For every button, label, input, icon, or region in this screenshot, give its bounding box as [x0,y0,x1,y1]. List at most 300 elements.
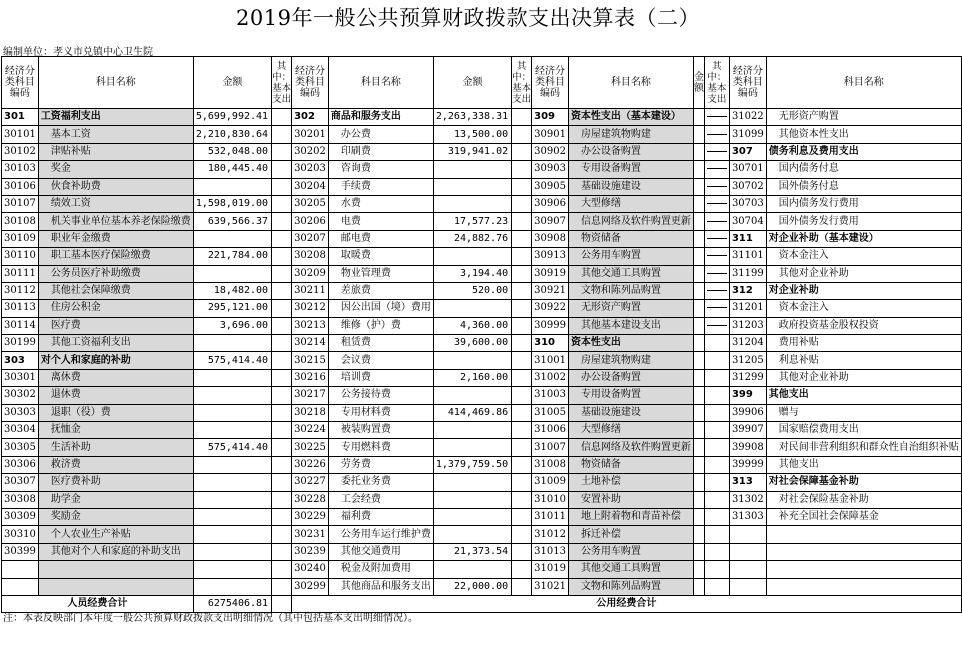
item-name-cell: 职工基本医疗保险缴费 [38,248,193,265]
econ-code-cell: 30999 [532,317,569,334]
header-basic: 其中：基本支出 [512,57,532,109]
amount-cell [693,143,704,160]
item-name-cell: 资本金注入 [766,248,961,265]
amount-cell [433,491,511,508]
basic-expense-cell [272,335,292,352]
table-row [2,578,962,595]
amount-cell: 639,566.37 [193,213,271,230]
table-row [2,474,962,491]
item-name-cell: 被装购置费 [328,422,433,439]
item-name-cell: 资本金注入 [766,300,961,317]
basic-expense-cell [272,369,292,386]
item-name-cell: 机关事业单位基本养老保险缴费 [38,213,193,230]
dash-mark [707,325,727,326]
basic-expense-cell [512,109,532,126]
amount-cell [433,439,511,456]
basic-expense-cell [512,335,532,352]
item-name-cell: 资本性支出 [568,335,693,352]
basic-expense-cell [704,543,729,560]
econ-code-cell: 30107 [2,195,39,212]
amount-cell [193,265,271,282]
basic-expense-cell [512,422,532,439]
item-name-cell: 国家赔偿费用支出 [766,422,961,439]
item-name-cell: 专用材料费 [328,404,433,421]
item-name-cell: 其他交通工具购置 [568,561,693,578]
amount-cell: 2,210,830.64 [193,126,271,143]
amount-cell [193,422,271,439]
econ-code-cell: 30905 [532,178,569,195]
item-name-cell: 其他交通费用 [328,543,433,560]
econ-code-cell: 30108 [2,213,39,230]
header-name: 科目名称 [38,57,193,109]
econ-code-cell: 30901 [532,126,569,143]
amount-cell [693,543,704,560]
item-name-cell: 物业管理费 [328,265,433,282]
econ-code-cell: 30112 [2,282,39,299]
dash-mark [707,255,727,256]
table-row [2,491,962,508]
econ-code-cell: 31007 [532,439,569,456]
econ-code-cell: 39907 [729,422,766,439]
amount-cell [693,404,704,421]
basic-expense-cell [512,143,532,160]
item-name-cell: 地上附着物和青苗补偿 [568,508,693,525]
table-row [2,561,962,578]
basic-expense-cell [512,352,532,369]
basic-expense-cell [704,491,729,508]
header-name: 科目名称 [568,57,693,109]
econ-code-cell: 303 [2,352,39,369]
dash-mark [707,203,727,204]
basic-expense-cell [272,109,292,126]
econ-code-cell: 30307 [2,474,39,491]
econ-code-cell: 30913 [532,248,569,265]
item-name-cell: 文物和陈列品购置 [568,578,693,595]
basic-expense-cell [512,404,532,421]
econ-code-cell: 31201 [729,300,766,317]
econ-code-cell: 30703 [729,195,766,212]
basic-expense-cell [512,230,532,247]
personnel-total-label: 人员经费合计 [2,595,194,612]
item-name-cell: 住房公积金 [38,300,193,317]
amount-cell: 319,941.02 [433,143,511,160]
basic-expense-cell [704,161,729,178]
table-row [2,369,962,386]
item-name-cell: 救济费 [38,456,193,473]
basic-expense-cell [512,387,532,404]
amount-cell: 520.00 [433,282,511,299]
econ-code-cell: 31012 [532,526,569,543]
table-row [2,282,962,299]
amount-cell [693,474,704,491]
item-name-cell: 国内债务发行费用 [766,195,961,212]
econ-code-cell: 313 [729,474,766,491]
econ-code-cell: 30902 [532,143,569,160]
basic-expense-cell [704,561,729,578]
econ-code-cell: 31019 [532,561,569,578]
econ-code-cell: 30199 [2,335,39,352]
amount-cell [433,161,511,178]
econ-code-cell: 31005 [532,404,569,421]
basic-expense-cell [272,248,292,265]
amount-cell [433,300,511,317]
item-name-cell: 其他工资福利支出 [38,335,193,352]
amount-cell: 2,263,338.31 [433,109,511,126]
basic-expense-cell [272,491,292,508]
amount-cell: 4,360.00 [433,317,511,334]
amount-cell: 17,577.23 [433,213,511,230]
amount-cell [693,508,704,525]
table-row [2,439,962,456]
header-code: 经济分类科目编码 [292,57,329,109]
econ-code-cell: 30306 [2,456,39,473]
basic-expense-cell [704,335,729,352]
item-name-cell [766,543,961,560]
amount-cell [433,352,511,369]
econ-code-cell: 30921 [532,282,569,299]
basic-expense-cell [704,143,729,160]
item-name-cell: 土地补偿 [568,474,693,491]
basic-expense-cell [512,543,532,560]
basic-expense-cell [512,282,532,299]
basic-expense-cell [272,352,292,369]
econ-code-cell: 30922 [532,300,569,317]
table-row [2,109,962,126]
item-name-cell: 公务用车运行维护费 [328,526,433,543]
econ-code-cell: 30302 [2,387,39,404]
basic-expense-cell [272,178,292,195]
item-name-cell: 其他对企业补助 [766,369,961,386]
table-header [2,57,962,109]
item-name-cell: 公务用车购置 [568,248,693,265]
econ-code-cell: 30215 [292,352,329,369]
table-row [2,300,962,317]
econ-code-cell: 31003 [532,387,569,404]
item-name-cell: 伙食补助费 [38,178,193,195]
amount-cell [693,265,704,282]
amount-cell: 18,482.00 [193,282,271,299]
econ-code-cell: 31009 [532,474,569,491]
econ-code-cell: 31299 [729,369,766,386]
econ-code-cell: 30212 [292,300,329,317]
amount-cell: 39,600.00 [433,335,511,352]
econ-code-cell: 399 [729,387,766,404]
amount-cell: 5,699,992.41 [193,109,271,126]
item-name-cell: 咨询费 [328,161,433,178]
econ-code-cell: 30907 [532,213,569,230]
amount-cell [193,543,271,560]
econ-code-cell: 30103 [2,161,39,178]
basic-expense-cell [272,195,292,212]
item-name-cell: 基础设施建设 [568,178,693,195]
item-name-cell [766,526,961,543]
basic-expense-cell [272,474,292,491]
item-name-cell: 其他基本建设支出 [568,317,693,334]
econ-code-cell: 311 [729,230,766,247]
amount-cell [193,369,271,386]
econ-code-cell: 30208 [292,248,329,265]
amount-cell: 13,500.00 [433,126,511,143]
amount-cell [693,561,704,578]
table-row [2,526,962,543]
basic-expense-cell [704,213,729,230]
item-name-cell: 医疗费 [38,317,193,334]
econ-code-cell: 31204 [729,335,766,352]
econ-code-cell: 31013 [532,543,569,560]
basic-expense-cell [272,404,292,421]
basic-expense-cell [272,456,292,473]
item-name-cell: 大型修缮 [568,422,693,439]
econ-code-cell: 307 [729,143,766,160]
econ-code-cell: 302 [292,109,329,126]
amount-cell: 3,696.00 [193,317,271,334]
amount-cell: 414,469.86 [433,404,511,421]
item-name-cell: 税金及附加费用 [328,561,433,578]
budget-table [1,56,962,613]
basic-expense-cell [512,195,532,212]
item-name-cell: 对企业补助 [766,282,961,299]
econ-code-cell [2,561,39,578]
item-name-cell: 其他支出 [766,456,961,473]
item-name-cell: 职业年金缴费 [38,230,193,247]
econ-code-cell: 39999 [729,456,766,473]
amount-cell [433,526,511,543]
item-name-cell: 信息网络及软件购置更新 [568,439,693,456]
econ-code-cell: 31006 [532,422,569,439]
amount-cell [433,422,511,439]
basic-expense-cell [704,248,729,265]
econ-code-cell: 30310 [2,526,39,543]
basic-expense-cell [272,508,292,525]
basic-expense-cell [272,265,292,282]
basic-expense-cell [272,422,292,439]
econ-code-cell: 30701 [729,161,766,178]
item-name-cell: 国内债务付息 [766,161,961,178]
amount-cell: 3,194.40 [433,265,511,282]
item-name-cell: 印刷费 [328,143,433,160]
amount-cell [693,282,704,299]
header-code: 经济分类科目编码 [532,57,569,109]
basic-expense-cell [272,387,292,404]
basic-expense-cell [512,439,532,456]
econ-code-cell: 30214 [292,335,329,352]
basic-expense-cell [704,352,729,369]
header-name: 科目名称 [766,57,961,109]
econ-code-cell: 31303 [729,508,766,525]
basic-expense-cell [272,526,292,543]
item-name-cell: 对社会保障基金补助 [766,474,961,491]
basic-expense-cell [272,300,292,317]
basic-expense-cell [272,143,292,160]
econ-code-cell: 30110 [2,248,39,265]
item-name-cell: 其他支出 [766,387,961,404]
amount-cell [693,526,704,543]
item-name-cell: 补充全国社会保障基金 [766,508,961,525]
item-name-cell: 委托业务费 [328,474,433,491]
econ-code-cell: 30224 [292,422,329,439]
amount-cell [193,335,271,352]
basic-expense-cell [704,369,729,386]
econ-code-cell: 31011 [532,508,569,525]
item-name-cell: 劳务费 [328,456,433,473]
basic-expense-cell [512,126,532,143]
table-row [2,265,962,282]
econ-code-cell: 30304 [2,422,39,439]
item-name-cell: 专用设备购置 [568,161,693,178]
econ-code-cell: 30919 [532,265,569,282]
econ-code-cell: 30906 [532,195,569,212]
amount-cell [193,387,271,404]
basic-expense-cell [512,317,532,334]
basic-expense-cell [272,561,292,578]
table-row [2,335,962,352]
basic-expense-cell [704,404,729,421]
econ-code-cell: 30205 [292,195,329,212]
basic-expense-cell [512,178,532,195]
econ-code-cell: 30240 [292,561,329,578]
amount-cell [433,508,511,525]
report-title: 2019年一般公共预算财政拨款支出决算表（二） [236,6,700,30]
econ-code-cell: 30704 [729,213,766,230]
item-name-cell: 福利费 [328,508,433,525]
item-name-cell: 对民间非营利组织和群众性自治组织补贴 [766,439,961,456]
econ-code-cell [2,578,39,595]
basic-expense-cell [704,422,729,439]
econ-code-cell: 30209 [292,265,329,282]
basic-expense-cell [512,491,532,508]
basic-expense-cell [704,578,729,595]
table-row [2,230,962,247]
basic-expense-cell [272,126,292,143]
item-name-cell: 安置补助 [568,491,693,508]
amount-cell [193,404,271,421]
amount-cell [693,578,704,595]
public-total-label: 公用经费合计 [292,595,962,612]
item-name-cell: 水费 [328,195,433,212]
item-name-cell: 专用设备购置 [568,387,693,404]
header-basic: 其中：基本支出 [272,57,292,109]
item-name-cell: 奖金 [38,161,193,178]
table-row [2,161,962,178]
basic-expense-cell [512,456,532,473]
item-name-cell: 文物和陈列品购置 [568,282,693,299]
econ-code-cell: 30114 [2,317,39,334]
amount-cell [193,474,271,491]
header-amount: 金额 [693,57,704,109]
dash-mark [707,307,727,308]
dash-mark [707,116,727,117]
item-name-cell: 商品和服务支出 [328,109,433,126]
amount-cell [693,230,704,247]
econ-code-cell: 31010 [532,491,569,508]
item-name-cell: 办公设备购置 [568,369,693,386]
item-name-cell: 无形资产购置 [766,109,961,126]
econ-code-cell: 30111 [2,265,39,282]
item-name-cell: 资本性支出（基本建设） [568,109,693,126]
item-name-cell: 物资储备 [568,456,693,473]
table-row [2,387,962,404]
item-name-cell: 生活补助 [38,439,193,456]
item-name-cell: 政府投资基金股权投资 [766,317,961,334]
basic-expense-cell [704,387,729,404]
item-name-cell [766,561,961,578]
basic-expense-cell [704,317,729,334]
econ-code-cell: 31302 [729,491,766,508]
item-name-cell: 电费 [328,213,433,230]
econ-code-cell: 31022 [729,109,766,126]
amount-cell: 532,048.00 [193,143,271,160]
econ-code-cell: 31101 [729,248,766,265]
basic-expense-cell [512,526,532,543]
table-row [2,508,962,525]
basic-expense-cell [272,282,292,299]
item-name-cell: 奖励金 [38,508,193,525]
econ-code-cell: 30102 [2,143,39,160]
basic-expense-cell [704,109,729,126]
econ-code-cell: 31021 [532,578,569,595]
basic-expense-cell [704,508,729,525]
basic-expense-cell [704,195,729,212]
basic-expense-cell [704,230,729,247]
item-name-cell: 拆迁补偿 [568,526,693,543]
amount-cell: 295,121.00 [193,300,271,317]
item-name-cell: 其他资本性支出 [766,126,961,143]
econ-code-cell: 30217 [292,387,329,404]
amount-cell [193,561,271,578]
dash-mark [707,273,727,274]
amount-cell [433,387,511,404]
item-name-cell: 其他对企业补助 [766,265,961,282]
table-body [2,109,962,596]
econ-code-cell: 312 [729,282,766,299]
item-name-cell: 房屋建筑物购建 [568,352,693,369]
dash-mark [707,151,727,152]
item-name-cell: 抚恤金 [38,422,193,439]
econ-code-cell [729,526,766,543]
econ-code-cell: 31001 [532,352,569,369]
econ-code-cell: 301 [2,109,39,126]
econ-code-cell: 30301 [2,369,39,386]
item-name-cell: 离休费 [38,369,193,386]
table-row [2,126,962,143]
basic-expense-cell [704,300,729,317]
item-name-cell: 基础设施建设 [568,404,693,421]
amount-cell [433,561,511,578]
item-name-cell: 国外债务发行费用 [766,213,961,230]
item-name-cell: 对企业补助（基本建设） [766,230,961,247]
amount-cell: 1,598,019.00 [193,195,271,212]
amount-cell [693,317,704,334]
table-row [2,543,962,560]
econ-code-cell: 30229 [292,508,329,525]
amount-cell [693,248,704,265]
econ-code-cell: 31002 [532,369,569,386]
econ-code-cell: 30201 [292,126,329,143]
header-code: 经济分类科目编码 [2,57,39,109]
dash-mark [707,238,727,239]
econ-code-cell: 30106 [2,178,39,195]
econ-code-cell: 30226 [292,456,329,473]
item-name-cell: 其他社会保障缴费 [38,282,193,299]
econ-code-cell: 30204 [292,178,329,195]
amount-cell: 2,160.00 [433,369,511,386]
item-name-cell: 无形资产购置 [568,300,693,317]
econ-code-cell: 30303 [2,404,39,421]
basic-expense-cell [512,578,532,595]
personnel-total-amount: 6275406.81 [193,595,271,612]
basic-expense-cell [512,474,532,491]
item-name-cell: 办公费 [328,126,433,143]
